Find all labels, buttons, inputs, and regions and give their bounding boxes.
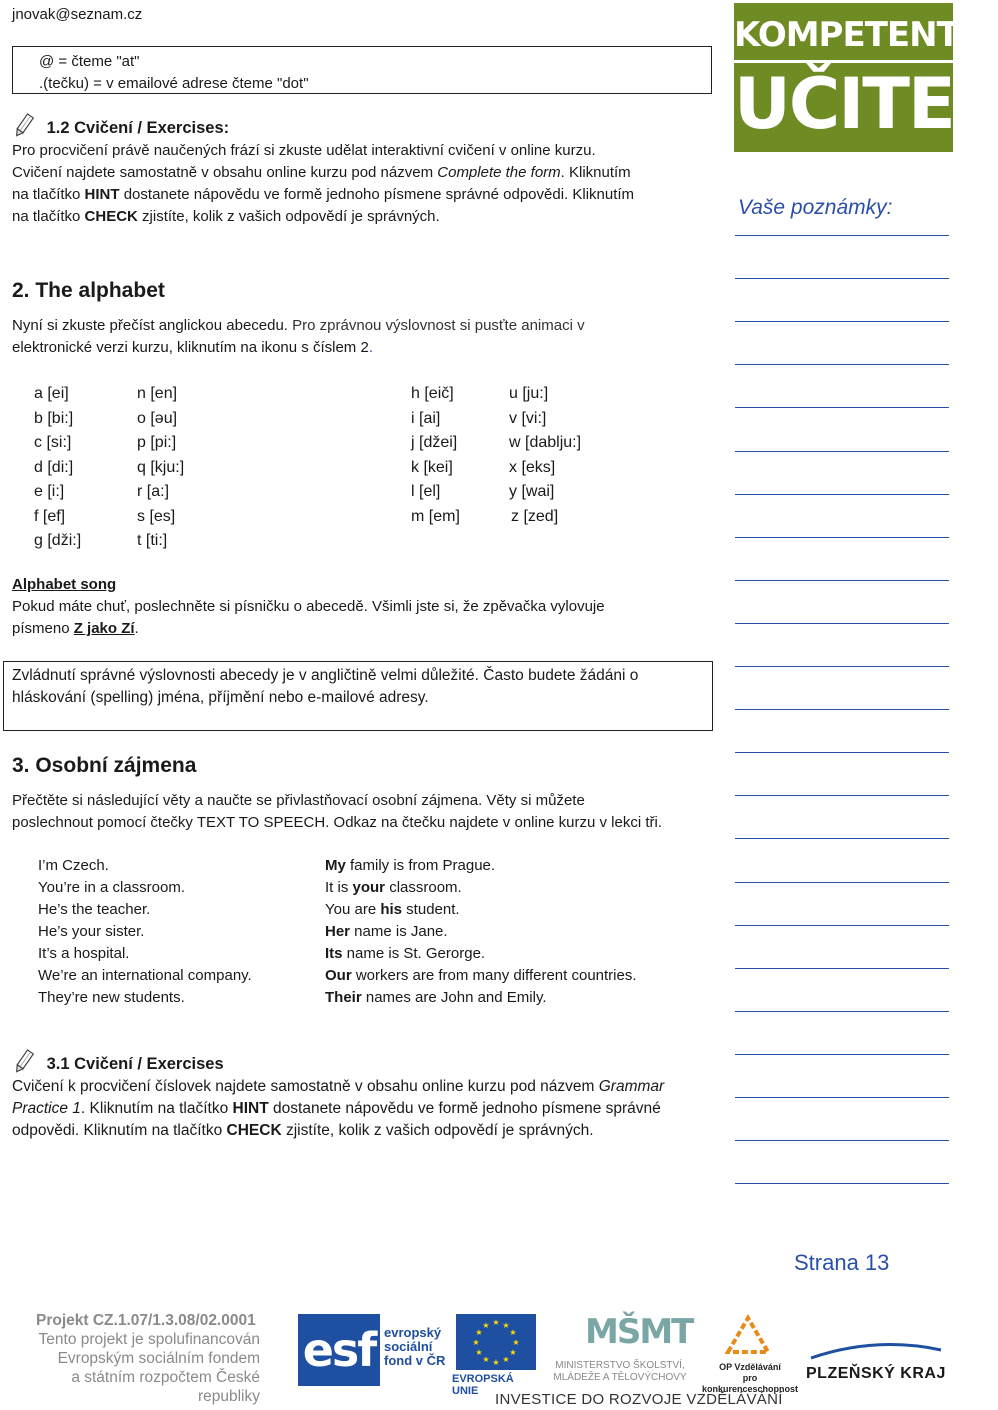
pronouns-left-list (38, 855, 308, 1009)
list-item: Her name is Jane. (325, 923, 448, 940)
alphabet-song-title[interactable]: Alphabet song (12, 576, 117, 593)
note-line (735, 1054, 949, 1055)
list-item: I’m Czech. (38, 857, 109, 874)
letter-r: r [a:] (137, 483, 170, 500)
list-item: It is your classroom. (325, 879, 462, 896)
kraj-swoosh-icon (806, 1340, 946, 1360)
note-line (735, 882, 949, 883)
op-icon (718, 1312, 778, 1362)
letter-d: d [di:] (34, 458, 74, 476)
list-item: He’s your sister. (38, 923, 145, 940)
alphabet-table (34, 385, 634, 560)
letter-s: s [es] (137, 507, 176, 525)
list-item: You’re in a classroom. (38, 879, 186, 896)
note-line-dot: .(tečku) = v emailové adrese čteme "dot" (39, 75, 309, 92)
notes-title: Vaše poznámky: (738, 196, 893, 219)
alphabet-intro: Nyní si zkuste přečíst anglickou abecedu. Pro zprávnou výslovnost si pusťte animaci v elektronické verzi kurzu, kliknutím na ikonu s číslem 2. (12, 317, 585, 356)
note-line (735, 1097, 949, 1098)
svg-text:★: ★ (482, 1321, 490, 1330)
svg-text:★: ★ (492, 1318, 500, 1327)
note-line (735, 968, 949, 969)
pencil-icon (12, 1050, 42, 1076)
footer-project: Projekt CZ.1.07/1.3.08/02.0001 (36, 1312, 256, 1329)
letter-f: f [ef] (34, 507, 66, 525)
list-item: My family is from Prague. (325, 857, 496, 874)
info-box: Zvládnutí správné výslovnosti abecedy je v angličtině velmi důležité. Často budete žádáni o hláskování (spelling) jména, příjmění nebo e-mailové adresy. (3, 661, 713, 731)
plzensky-kraj-logo: PLZEŇSKÝ KRAJ (806, 1340, 956, 1383)
svg-text:★: ★ (482, 1355, 490, 1364)
list-item: He’s the teacher. (38, 901, 151, 918)
footer-cofinancing: Tento projekt je spolufinancován Evropským sociálním fondem a státním rozpočtem České republiky (38, 1331, 260, 1405)
kompetentni-ucitel-logo: KOMPETENTNÍ UČITEL (734, 3, 953, 152)
note-line (735, 1011, 949, 1012)
note-line (735, 580, 949, 581)
letter-z: z [zed] (511, 507, 559, 525)
letter-n: n [en] (137, 385, 178, 402)
exercise-12-text: Pro procvičení právě naučených frází si zkuste udělat interaktivní cvičení v online kurzu. Cvičení najdete samostatně v obsahu online kurzu pod názvem Complete the form. Kliknutím na tlačítko HINT dostanete nápovědu ve formě jednoho písmene správné odpovědi. Kliknutím na tlačítko CHECK zjistíte, kolik z vašich odpovědí je správných. (12, 142, 635, 225)
note-line (735, 1140, 949, 1141)
list-item: We’re an international company. (38, 967, 252, 984)
note-line (735, 752, 949, 753)
alphabet-title: 2. The alphabet (12, 279, 165, 302)
exercise-31 (12, 1050, 712, 1142)
letter-t: t [ti:] (137, 532, 168, 549)
note-line (735, 1183, 949, 1184)
msmt-logo: MŠMT MINISTERSTVO ŠKOLSTVÍ, MLÁDEŽE A TĚLOVÝCHOVY (553, 1312, 693, 1383)
exercise-12-title: 1.2 Cvičení / Exercises: (46, 119, 230, 137)
note-box (12, 46, 712, 94)
pencil-icon (12, 114, 42, 140)
letter-j: j [džei] (411, 434, 458, 451)
letter-c: c [si:] (34, 434, 72, 451)
svg-text:★: ★ (472, 1338, 480, 1347)
exercise-31-title: 3.1 Cvičení / Exercises (46, 1055, 224, 1073)
svg-text:★: ★ (475, 1348, 483, 1357)
svg-text:★: ★ (512, 1338, 520, 1347)
letter-u: u [ju:] (509, 385, 549, 402)
letter-m: m [em] (411, 507, 460, 525)
letter-g: g [dži:] (34, 532, 82, 549)
letter-o: o [əu] (137, 409, 178, 427)
letter-e: e [i:] (34, 483, 65, 500)
list-item: Its name is St. Gerorge. (325, 945, 486, 962)
investice-slogan: INVESTICE DO ROZVOJE VZDĚLÁVÁNÍ (495, 1391, 783, 1408)
alphabet-song: Alphabet song Pokud máte chuť, poslechněte si písničku o abecedě. Všimli jste si, že zpěvačka vylovuje písmeno Z jako Zí. (12, 574, 712, 640)
letter-k: k [kei] (411, 458, 453, 476)
letter-h: h [eič] (411, 385, 454, 402)
note-line-at: @ = čteme "at" (39, 53, 140, 70)
svg-text:★: ★ (502, 1321, 510, 1330)
pronouns-title: 3. Osobní zájmena (12, 754, 197, 777)
svg-text:★: ★ (509, 1348, 517, 1357)
note-line (735, 795, 949, 796)
page-number: Strana 13 (794, 1250, 890, 1275)
letter-y: y [wai] (509, 483, 555, 500)
letter-l: l [el] (411, 483, 441, 500)
letter-p: p [pi:] (137, 434, 177, 451)
eu-logo: ★ ★ ★ ★ ★ ★ ★ ★ ★ ★ ★ ★ EVROPSKÁ UNIE (452, 1314, 538, 1386)
header-email: jnovak@seznam.cz (12, 6, 143, 23)
note-line (735, 623, 949, 624)
svg-text:★: ★ (475, 1328, 483, 1337)
letter-x: x [eks] (509, 458, 556, 476)
note-line (735, 278, 949, 279)
note-line (735, 925, 949, 926)
letter-a: a [ei] (34, 385, 69, 402)
list-item: They’re new students. (38, 989, 185, 1006)
svg-text:★: ★ (492, 1358, 500, 1367)
letter-w: w [dablju:] (509, 434, 582, 451)
svg-text:★: ★ (502, 1355, 510, 1364)
note-line (735, 451, 949, 452)
letter-q: q [kju:] (137, 458, 185, 476)
note-line (735, 364, 949, 365)
svg-text:★: ★ (509, 1328, 517, 1337)
note-line (735, 407, 949, 408)
list-item: You are his student. (325, 901, 460, 918)
list-item: It’s a hospital. (38, 945, 130, 962)
note-line (735, 838, 949, 839)
exercise-31-text: Cvičení k procvičení číslovek najdete samostatně v obsahu online kurzu pod názvem Grammar Practice 1. Kliknutím na tlačítko HINT dostanete nápovědu ve formě jednoho písmene správné odpovědi. Kliknutím na tlačítko CHECK zjistíte, kolik z vašich odpovědí je správných. (12, 1078, 665, 1139)
list-item: Our workers are from many different countries. (325, 967, 637, 984)
note-line (735, 666, 949, 667)
note-line (735, 709, 949, 710)
eu-stars-icon (456, 1314, 536, 1370)
note-line (735, 494, 949, 495)
letter-i: i [ai] (411, 409, 441, 427)
note-line (735, 235, 949, 236)
note-line (735, 321, 949, 322)
letter-v: v [vi:] (509, 409, 547, 427)
esf-logo: esf evropský sociální fond v ČR (298, 1314, 450, 1386)
letter-b: b [bi:] (34, 409, 74, 427)
note-line (735, 537, 949, 538)
op-logo: OP Vzdělávání pro konkurenceschopnost (700, 1312, 800, 1384)
exercise-12 (12, 114, 712, 228)
pronouns-right-list (325, 855, 705, 1009)
pronouns-intro: Přečtěte si následující věty a naučte se přivlastňovací osobní zájmena. Věty si můžete poslechnout pomocí čtečky TEXT TO SPEECH. Odkaz na čtečku najdete v online kurzu v lekci tři. (12, 792, 663, 831)
list-item: Their names are John and Emily. (325, 989, 547, 1006)
